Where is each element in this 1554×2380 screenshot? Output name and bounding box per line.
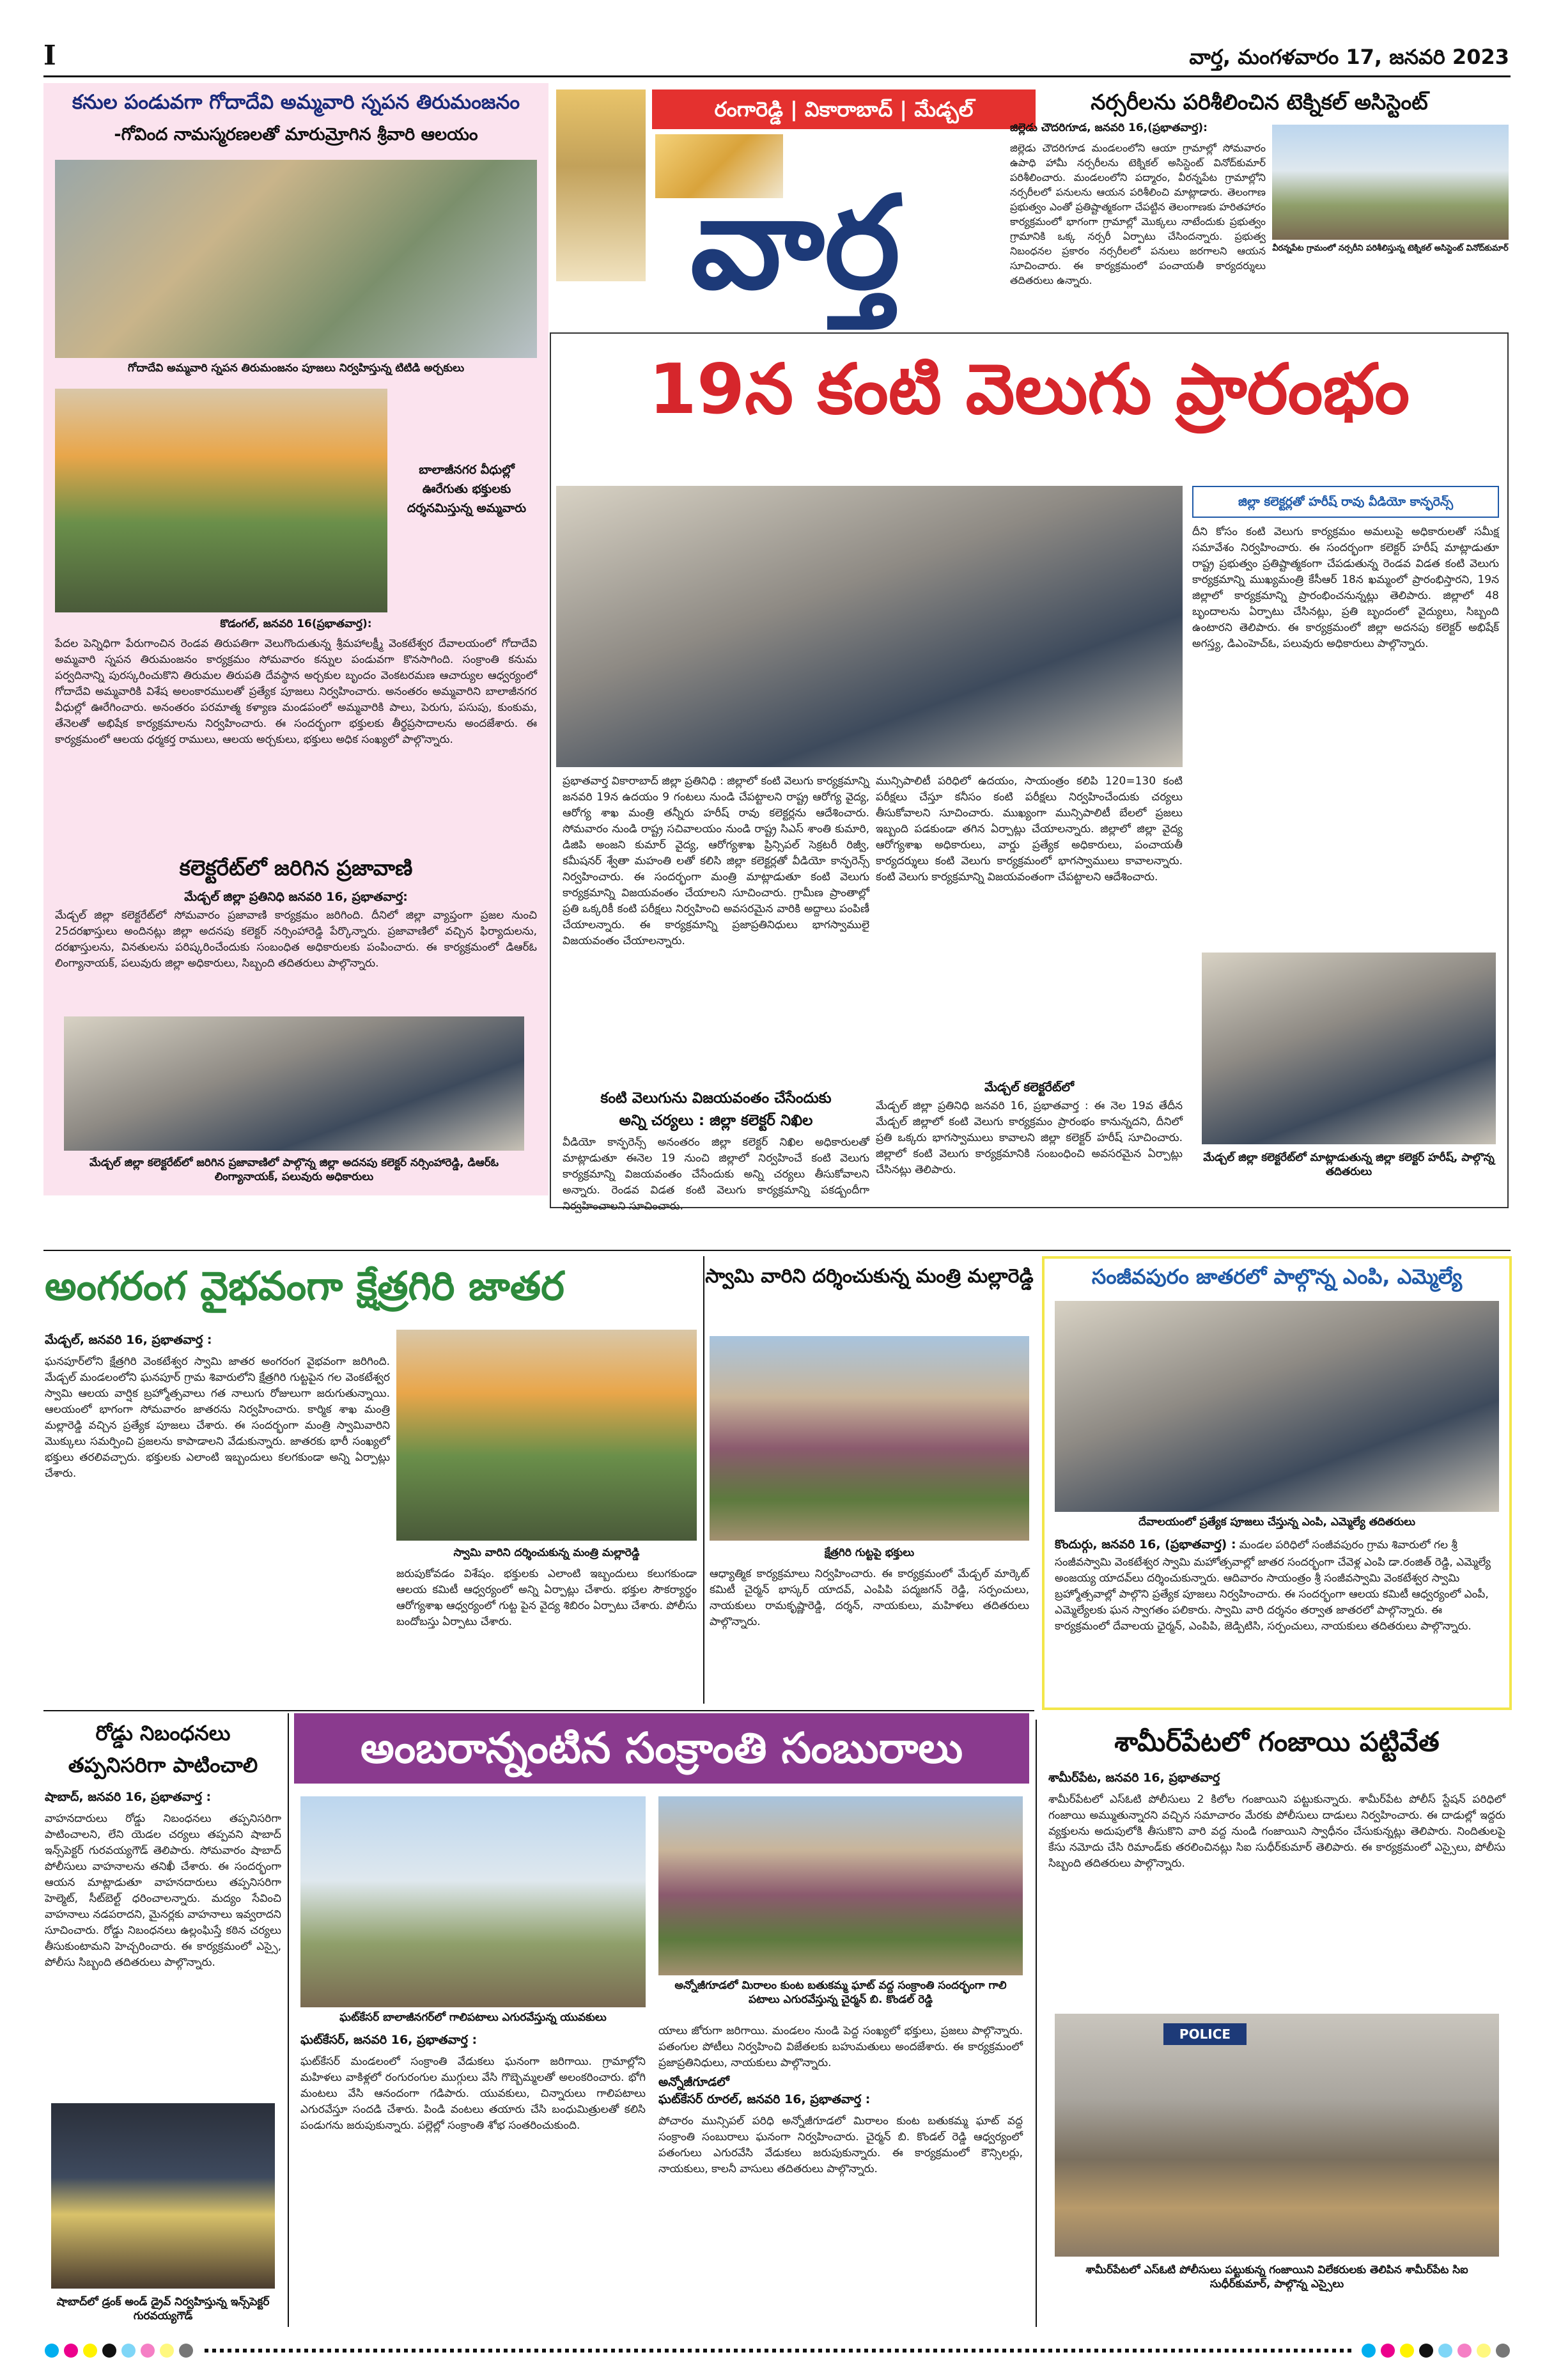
- kanti-photo-medchal: [1202, 953, 1496, 1144]
- jatara-headline: అంగరంగ వైభవంగా క్షేత్రగిరి జాతర: [45, 1263, 564, 1309]
- ganja-photo-caption: శామీర్‌పేటలో ఎస్‌ఓటి పోలీసులు పట్టుకున్న గంజాయిని విలేకరులకు తెలిపిన శామీర్‌పేట సిఐ సుధీర్‌కుమార్, పాల్గొన్న ఎస్సైలు: [1085, 2264, 1468, 2291]
- sankranti-dateline-2: ఘట్‌కేసర్ రూరల్, జనవరి 16, ప్రభాతవార్త :: [658, 2092, 871, 2106]
- sankranti-body: ఘట్‌కేసర్ మండలంలో సంక్రాంతి వేడుకలు ఘనంగా జరిగాయి. గ్రామాల్లోని మహిళలు వాకిళ్లలో రంగురంగుల ముగ్గులు వేసి గొబ్బెమ్మలతో అలంకరించారు. భోగి మంటలు వేసి ఆనందంగా గడిపారు. యువకులు, చిన్నారులు గాలిపటాలు ఎగురవేస్తూ సందడి చేశారు. పిండి వంటలు తయారు చేసి బంధుమిత్రులతో కలిసి పండుగను జరుపుకున్నారు. పల్లెల్లో సంక్రాంతి శోభ సంతరించుకుంది.: [300, 2055, 646, 2132]
- goddess-dateline: కొడంగల్, జనవరి 16(ప్రభాతవార్త):: [220, 618, 372, 630]
- masthead-logo: వార్త: [690, 167, 901, 318]
- goddess-photo-2-side-caption: బాలాజీనగర వీధుల్లో ఊరేగుతు భక్తులకు దర్శనమిస్తున్న అమ్మవారు: [407, 463, 527, 515]
- kanti-col2b: మేడ్చల్ జిల్లా ప్రతినిధి జనవరి 16, ప్రభాతవార్త : ఈ నెల 19వ తేదీన మేడ్చల్ జిల్లాలో కంటి వెలుగు కార్యక్రమం ప్రారంభం కానున్నదని, దీనిలో ప్రతి ఒక్కరు భాగస్వాములు కావాలని జిల్లా కలెక్టర్ హరీష్ సూచించారు. జిల్లాలో కంటి వెలుగు కార్యక్రమానికి సంబంధించి అవసరమైన ఏర్పాట్లు చేసినట్లు తెలిపారు.: [876, 1100, 1183, 1176]
- nursery-headline: నర్సరీలను పరిశీలించిన టెక్నికల్ అసిస్టెంట్: [1091, 89, 1428, 114]
- nursery-dateline: జిల్లెడు చౌదరిగూడ, జనవరి 16,(ప్రభాతవార్త):: [1010, 121, 1208, 134]
- kanti-kicker: జిల్లా కలెక్టర్లతో హరీష్ రావు వీడియో కాన్ఫరెన్స్: [1192, 486, 1499, 518]
- jatara-text-column: [45, 1333, 390, 1704]
- page-marker: I: [43, 40, 56, 71]
- jatara-body: ఘనపూర్‌లోని క్షేత్రగిరి వెంకటేశ్వర స్వామి జాతర అంగరంగ వైభవంగా జరిగింది. మేడ్చల్ మండలంలోని ఘనపూర్ గ్రామ శివారులోని క్షేత్రగిరి గుట్టపైన గల వెంకటేశ్వర స్వామి ఆలయ వార్షిక బ్రహ్మోత్సవాలు గత నాలుగు రోజులుగా జరుగుతున్నాయి. ఆలయంలో భాగంగా సోమవారం జాతరను నిర్వహించారు. కార్మిక శాఖ మంత్రి మల్లారెడ్డి వచ్చిన ప్రత్యేక పూజలు చేశారు. ఈ సందర్భంగా మంత్రి స్వామివారిని మొక్కులు సమర్పించి ప్రజలను కాపాడాలని వేడుకున్నారు. జాతరకు భారీ సంఖ్యలో భక్తులు తరలివచ్చారు. భక్తులకు ఎలాంటి ఇబ్బందులు కలగకుండా అన్ని ఏర్పాట్లు చేశారు.: [45, 1355, 390, 1480]
- ganja-dateline: శామీర్‌పేట, జనవరి 16, ప్రభాతవార్త: [1048, 1771, 1220, 1785]
- kanti-col1: ప్రభాతవార్త వికారాబాద్ జిల్లా ప్రతినిధి : జిల్లాలో కంటి వెలుగు కార్యక్రమాన్ని జనవరి 19న ఉదయం 9 గంటలు నుండి చేపట్టాలని రాష్ట్ర ఆరోగ్య వైద్య, ఆరోగ్య శాఖ మంత్రి తన్నీరు హరీష్ రావు కలెక్టర్లను ఆదేశించారు. సోమవారం నుండి రాష్ట్ర సచివాలయం నుండి రాష్ట్ర సిఎస్ శాంతి కుమారి, డిజిపి అంజని కుమార్ వైద్య, ఆరోగ్యశాఖ ప్రిన్సిపల్ సెక్రటరీ రిజ్వీ, కమీషనర్ శ్వేతా మహంతి లతో కలిసి జిల్లా కలెక్టర్లతో వీడియో కాన్ఫరెన్స్ నిర్వహించారు. ఈ సందర్భంగా మంత్రి మాట్లాడుతూ కంటి వెలుగు కార్యక్రమాన్ని విజయవంతం చేయాలని సూచించారు. గ్రామీణ ప్రాంతాల్లో ప్రతి ఒక్కరికీ కంటి పరీక్షలు నిర్వహించి అవసరమైన వారికి అద్దాలు పంపిణీ చేయాలన్నారు. ఈ కార్యక్రమాన్ని ప్రజాప్రతినిధులు భాగస్వాములై విజయవంతం చేయాలన్నారు.: [563, 775, 869, 947]
- sankranti-headline: అంబరాన్నంటిన సంక్రాంతి సంబురాలు: [360, 1723, 963, 1773]
- police-sign: POLICE: [1163, 2023, 1247, 2045]
- jatara-photo: [396, 1330, 697, 1541]
- goddess-photo-1-caption: గోదాదేవి అమ్మవారి స్నపన తిరుమంజనం పూజలు నిర్వహిస్తున్న టిటిడి అర్చకులు: [127, 362, 465, 375]
- column-rule-ganja: [1036, 1720, 1037, 2327]
- masthead-date: వార్త, మంగళవారం 17, జనవరి 2023: [1189, 45, 1509, 69]
- column-rule-road: [288, 1713, 289, 2327]
- kanti-photo-caption: మేడ్చల్ జిల్లా కలెక్టరేట్‌లో మాట్లాడుతున్న జిల్లా కలెక్టర్ హరీష్, పాల్గొన్న తదితరులు: [1203, 1151, 1495, 1178]
- jatara-body-2: జరుపుకోవడం విశేషం. భక్తులకు ఎలాంటి ఇబ్బందులు కలుగకుండా ఆలయ కమిటీ ఆధ్వర్యంలో అన్ని ఏర్పాట్లు చేశారు. భక్తుల సౌకర్యార్థం ఆరోగ్యశాఖ ఆధ్వర్యంలో గుట్ట పైన వైద్య శిబిరం ఏర్పాటు చేశారు. పోలీసు బందోబస్తు ఏర్పాటు చేశారు.: [396, 1567, 697, 1628]
- ganja-photo: [1055, 2014, 1499, 2257]
- minister-photo-caption: క్షేత్రగిరి గుట్టపై భక్తులు: [824, 1546, 915, 1559]
- prajavani-photo-caption: మేడ్చల్ జిల్లా కలెక్టరేట్‌లో జరిగిన ప్రజావాణిలో పాల్గొన్న జిల్లా అదనపు కలెక్టర్ నర్సింహారెడ్డి, డిఆర్‌ఓ లింగ్యానాయక్, పలువురు అధికారులు: [89, 1156, 499, 1183]
- road-body: వాహనదారులు రోడ్డు నిబంధనలు తప్పనిసరిగా పాటించాలని, లేని యెడల చర్యలు తప్పవని షాబాద్ ఇన్స్‌పెక్టర్ గురవయ్యగౌడ్ తెలిపారు. సోమవారం షాబాద్ పోలీసులు వాహనాలను తనిఖీ చేశారు. ఈ సందర్భంగా ఆయన మాట్లాడుతూ వాహనదారులు తప్పనిసరిగా హెల్మెట్, సీట్‌బెల్ట్ ధరించాలన్నారు. మద్యం సేవించి వాహనాలు నడపరాదని, మైనర్లకు వాహనాలు ఇవ్వరాదని సూచించారు. రోడ్డు నిబంధనలు ఉల్లంఘిస్తే కఠిన చర్యలు తీసుకుంటామని హెచ్చరించారు. ఈ కార్యక్రమంలో ఎస్సై, పోలీసు సిబ్బంది తదితరులు పాల్గొన్నారు.: [45, 1812, 281, 1969]
- kanti-subheadline-1: కంటి వెలుగును విజయవంతం చేసేందుకు: [600, 1090, 832, 1107]
- sanjeevapuram-photo: [1055, 1301, 1499, 1512]
- goddess-headline: కనుల పండువగా గోదాదేవి అమ్మవారి స్నపన తిరుమంజనం: [72, 91, 520, 114]
- prajavani-photo: [64, 1016, 524, 1151]
- sankranti-body-3: పోచారం మున్సిపల్ పరిధి అన్నోజీగూడలో మిరాలం కుంట బతుకమ్మ ఘాట్ వద్ద సంక్రాంతి సంబురాలు ఘనంగా నిర్వహించారు. చైర్మన్ బి. కొండల్ రెడ్డి ఆధ్వర్యంలో పతంగులు ఎగురవేసి వేడుకలు జరుపుకున్నారు. ఈ కార్యక్రమంలో కౌన్సిలర్లు, నాయకులు, కాలనీ వాసులు తదితరులు పాల్గొన్నారు.: [658, 2115, 1023, 2175]
- prajavani-dateline: మేడ్చల్ జిల్లా ప్రతినిధి జనవరి 16, ప్రభాతవార్త:: [184, 890, 408, 904]
- goddess-photo-2: [55, 389, 387, 612]
- nursery-photo: [1272, 125, 1509, 240]
- temple-gopuram-image: [556, 89, 646, 281]
- sankranti-photo-2-caption: అన్నోజీగూడలో మిరాలం కుంట బతుకమ్మ ఘాట్ వద్ద సంక్రాంతి సందర్భంగా గాలి పటాలు ఎగురవేస్తున్న చైర్మన్ బి. కొండల్ రెడ్డి: [674, 1979, 1007, 2006]
- header-rule: [43, 75, 1511, 77]
- kanti-col1b: వీడియో కాన్ఫరెన్స్ అనంతరం జిల్లా కలెక్టర్ నిఖిల అధికారులతో మాట్లాడుతూ ఈనెల 19 నుంచి జిల్లాలో నిర్వహించే కంటి వెలుగు కార్యక్రమాన్ని విజయవంతం చేసేందుకు అన్ని చర్యలు తీసుకోవాలని అన్నారు. రెండవ విడత కంటి వెలుగు కార్యక్రమాన్ని పకడ్బందీగా నిర్వహించాలని సూచించారు.: [563, 1136, 869, 1213]
- minister-photo: [710, 1336, 1029, 1541]
- kanti-photo-videoconf: [556, 486, 1183, 767]
- road-photo: [51, 2103, 275, 2289]
- road-dateline: షాబాద్, జనవరి 16, ప్రభాతవార్త :: [45, 1790, 212, 1804]
- column-rule-minister: [703, 1256, 704, 1704]
- sanjeevapuram-dateline: కొందుర్గు, జనవరి 16, (ప్రభాతవార్త) :: [1055, 1537, 1236, 1552]
- print-registration-strip: [0, 2340, 1554, 2365]
- ganja-headline: శామీర్‌పేటలో గంజాయి పట్టివేత: [1114, 1726, 1440, 1757]
- road-headline-line1: రోడ్డు నిబంధనలు: [95, 1721, 231, 1745]
- sankranti-text-column-1: [300, 2033, 646, 2327]
- kanti-col2: మున్సిపాలిటీ పరిధిలో ఉదయం, సాయంత్రం కలిపి 120=130 కంటి పరీక్షలు చేస్తూ కనీసం కంటి పరీక్షలు నిర్వహించేందుకు చర్యలు తీసుకోవాలని సూచించారు. ముఖ్యంగా మున్సిపాలిటీ బేలలో ప్రజలు ఇబ్బంది పడకుండా తగిన ఏర్పాట్లు చేయాలన్నారు. జిల్లాలో జిల్లా వైద్య ఆరోగ్యశాఖ అధికారులు, వార్డు ప్రత్యేక అధికారులు, పంచాయతీ కార్యదర్శులు కంటి వెలుగు కార్యక్రమంలో భాగస్వాములు కావాలన్నారు. కంటి వెలుగు కార్యక్రమాన్ని విజయవంతంగా చేపట్టాలని ఆదేశించారు.: [876, 775, 1183, 883]
- goddess-photo-1: [55, 160, 537, 358]
- sanjeevapuram-body: మండల పరిధిలో సంజీవపురం గ్రామ శివారులో గల శ్రీ సంజీవస్వామి వెంకటేశ్వర స్వామి మహోత్సవాల్లో జాతర సందర్భంగా చేవెళ్ల ఎంపి డా.రంజిత్ రెడ్డి, ఎమ్మెల్యే అంజయ్య యాదవ్‌లు దర్శించుకున్నారు. ఆదివారం సాయంత్రం శ్రీ సంజీవస్వామి వెంకటేశ్వర స్వామి బ్రహ్మోత్సవాల్లో పాల్గొని ప్రత్యేక పూజలు నిర్వహించారు. ఈ సందర్భంగా ఆలయ కమిటీ ఆధ్వర్యంలో ఎంపీ, ఎమ్మెల్యేలకు ఘన స్వాగతం పలికారు. స్వామి వారి దర్శనం తర్వాత జాతరలో పాల్గొన్నారు. ఈ కార్యక్రమంలో దేవాలయ ఛైర్మన్, ఎంపిపి, జెడ్పిటిసి, సర్పంచులు, నాయకులు తదితరులు పాల్గొన్నారు.: [1055, 1539, 1491, 1633]
- district-banner: రంగారెడ్డి | వికారాబాద్ | మేడ్చల్: [652, 89, 1036, 129]
- goddess-body: పేదల పెన్నిధిగా పేరుగాంచిన రెండవ తిరుపతిగా వెలుగొందుతున్న శ్రీమహాలక్ష్మీ వెంకటేశ్వర దేవాలయంలో గోదాదేవి అమ్మవారి స్నపన తిరుమంజనం కార్యక్రమం సోమవారం కన్నుల పండువగా కొనసాగింది. సంక్రాంతి కనుమ పర్వదినాన్ని పురస్కరించుకొని తిరుమల తిరుపతి దేవస్థాన అర్చకుల బృందం వెంకటరమణ ఆచార్యుల ఆధ్వర్యంలో గోదాదేవి అమ్మవారికి విశేష అలంకారములతో ప్రత్యేక పూజలు నిర్వహించారు. అనంతరం అమ్మవారిని బాలాజీనగర వీధుల్లో ఊరేగించారు. అనంతరం పరమాత్మ కళ్యాణ మండపంలో అమ్మవారికి పాలు, పెరుగు, పసుపు, కుంకుమ, తేనెలతో అభిషేక కార్యక్రమాలను నిర్వహించారు. ఈ సందర్భంగా భక్తులకు తీర్థప్రసాదాలను అందజేశారు. ఈ కార్యక్రమంలో ఆలయ ధర్మకర్త రాములు, ఆలయ అర్చకులు, భక్తులు అధిక సంఖ్యలో పాల్గొన్నారు.: [55, 637, 537, 746]
- sankranti-dateline: ఘట్‌కేసర్, జనవరి 16, ప్రభాతవార్త :: [300, 2033, 478, 2047]
- minister-body: ఆధ్యాత్మిక కార్యక్రమాలు నిర్వహించారు. ఈ కార్యక్రమంలో మేడ్చల్ మార్కెట్ కమిటీ చైర్మన్ భాస్కర్ యాదవ్, ఎంపిపి పద్మజగన్ రెడ్డి, సర్పంచులు, నాయకులు రామకృష్ణారెడ్డి, దర్శన్, నాయకులు, మహిళలు తదితరులు పాల్గొన్నారు.: [710, 1567, 1029, 1628]
- sankranti-photo-1-caption: ఘట్‌కేసర్ బాలాజీనగర్‌లో గాలిపటాలు ఎగురవేస్తున్న యువకులు: [339, 2011, 607, 2024]
- minister-headline: స్వామి వారిని దర్శించుకున్న మంత్రి మల్లారెడ్డి: [705, 1265, 1034, 1287]
- road-headline-line2: తప్పనిసరిగా పాటించాలి: [68, 1753, 258, 1777]
- sankranti-photo-2: [658, 1796, 1023, 1975]
- section-rule-lower: [43, 1710, 1034, 1711]
- kanti-col3: దీని కోసం కంటి వెలుగు కార్యక్రమం అమలుపై అధికారులతో సమీక్ష సమావేశం నిర్వహించారు. ఈ సందర్భంగా కలెక్టర్ హరీష్ మాట్లాడుతూ రాష్ట్ర ప్రభుత్వం ప్రతిష్టాత్మకంగా చేపడుతున్న రెండవ విడత కంటి వెలుగు కార్యక్రమాన్ని ముఖ్యమంత్రి కేసీఆర్ 18న ఖమ్మంలో ప్రారంభిస్తారని, 19న జిల్లాలో కార్యక్రమాన్ని ప్రారంభించనున్నట్లు తెలిపారు. జిల్లాలో 48 బృందాలను ఏర్పాటు చేసినట్లు, ప్రతి బృందంలో వైద్యులు, సిబ్బంది ఉంటారని తెలిపారు. ఈ కార్యక్రమంలో జిల్లా అదనపు కలెక్టర్ అభిషేక్ అగస్త్య, డిఎంహెచ్‌ఓ, పలువురు అధికారులు పాల్గొన్నారు.: [1192, 525, 1499, 650]
- jatara-dateline: మేడ్చల్, జనవరి 16, ప్రభాతవార్త :: [45, 1333, 212, 1347]
- sankranti-body-2: యాలు జోరుగా జరిగాయి. మండలం నుండి పెద్ద సంఖ్యలో భక్తులు, ప్రజలు పాల్గొన్నారు. పతంగుల పోటీలు నిర్వహించి విజేతలకు బహుమతులు అందజేశారు. ఈ కార్యక్రమంలో ప్రజాప్రతినిధులు, నాయకులు పాల్గొన్నారు.: [658, 2025, 1023, 2069]
- section-rule-middle: [43, 1250, 1511, 1251]
- prajavani-headline: కలెక్టరేట్‌లో జరిగిన ప్రజావాణి: [179, 855, 413, 880]
- sanjeevapuram-text: [1055, 1537, 1499, 1707]
- sankranti-text-column-2: [658, 2023, 1023, 2330]
- jatara-photo-caption: స్వామి వారిని దర్శించుకున్న మంత్రి మల్లారెడ్డి: [453, 1546, 640, 1559]
- nursery-photo-caption: వీరన్నపేట గ్రామంలో నర్సరీని పరిశీలిస్తున్న టెక్నికల్ అసిస్టెంట్ వినోద్‌కుమార్: [1272, 244, 1509, 253]
- nursery-text-column: [1010, 121, 1266, 320]
- ganja-body: శామీర్‌పేటలో ఎస్‌ఓటి పోలీసులు 2 కిలోల గంజాయిని పట్టుకున్నారు. శామీర్‌పేట పోలీస్ స్టేషన్ పరిధిలో గంజాయి అమ్ముతున్నారని వచ్చిన సమాచారం మేరకు పోలీసులు దాడులు నిర్వహించారు. ఈ దాడుల్లో ఇద్దరు వ్యక్తులను అదుపులోకి తీసుకొని వారి వద్ద నుండి గంజాయిని స్వాధీనం చేసుకున్నట్లు తెలిపారు. నిందితులపై కేసు నమోదు చేసి రిమాండ్‌కు తరలించినట్లు సిఐ సుధీర్‌కుమార్ తెలిపారు. ఈ కార్యక్రమంలో ఎస్సైలు, పోలీసు సిబ్బంది తదితరులు పాల్గొన్నారు.: [1048, 1793, 1505, 1870]
- sankranti-subhead: అన్నోజీగూడలో: [658, 2075, 729, 2089]
- kanti-medchal-head: మేడ్చల్ కలెక్టరేట్‌లో: [984, 1080, 1075, 1094]
- goddess-subhead: -గోవింద నామస్మరణలతో మారుమ్రోగిన శ్రీవారి ఆలయం: [114, 125, 478, 144]
- kanti-subheadline-2: అన్ని చర్యలు : జిల్లా కలెక్టర్ నిఖిల: [619, 1112, 813, 1129]
- sanjeevapuram-headline: సంజీవపురం జాతరలో పాల్గొన్న ఎంపి, ఎమ్మెల్యే: [1091, 1264, 1463, 1289]
- ganja-text-column: [1048, 1771, 1505, 2007]
- nursery-body: జిల్లెడు చౌదరిగూడ మండలంలోని ఆయా గ్రామాల్లో సోమవారం ఉపాధి హామీ నర్సరీలను టెక్నికల్ అసిస్టెంట్ వినోద్‌కుమార్ పరిశీలించారు. మండలంలోని పద్మారం, వీరన్నపేట గ్రామాల్లోని నర్సరీలలో పనులను ఆయన పరిశీలించి మాట్లాడారు. తెలంగాణ ప్రభుత్వం ఎంతో ప్రతిష్టాత్మకంగా చేపట్టిన తెలంగాణకు హరితహారం కార్యక్రమంలో భాగంగా గ్రామాల్లో మొక్కలు నాటేందుకు ప్రభుత్వం గ్రామానికి ఒక్క నర్సరీ ఏర్పాటు చేసిందన్నారు. ప్రభుత్వ నిబంధనల ప్రకారం నర్సరీలలో పనులు జరగాలని ఆయన సూచించారు. ఈ కార్యక్రమంలో పంచాయతీ కార్యదర్శులు తదితరులు ఉన్నారు.: [1010, 142, 1266, 286]
- sankranti-photo-1: [300, 1796, 646, 2007]
- sanjeevapuram-photo-caption: దేవాలయంలో ప్రత్యేక పూజలు చేస్తున్న ఎంపి, ఎమ్మెల్యే తదితరులు: [1138, 1516, 1416, 1528]
- road-photo-caption: షాబాద్‌లో డ్రంక్ అండ్ డ్రైవ్ నిర్వహిస్తున్న ఇన్స్‌పెక్టర్ గురవయ్యగౌడ్: [56, 2296, 270, 2322]
- road-text-column: [45, 1790, 281, 2097]
- kanti-headline: 19న కంటి వెలుగు ప్రారంభం: [648, 350, 1410, 430]
- prajavani-body: మేడ్చల్ జిల్లా కలెక్టరేట్‌లో సోమవారం ప్రజావాణి కార్యక్రమం జరిగింది. దీనిలో జిల్లా వ్యాప్తంగా ప్రజల నుంచి 25దరఖాస్తులు అందినట్లు జిల్లా అదనపు కలెక్టర్ నర్సింహారెడ్డి పేర్కొన్నారు. ప్రజావాణిలో వచ్చిన ఫిర్యాదులను, దరఖాస్తులను, వినతులను పరిష్కరించేందుకు సంబంధిత అధికారులకు పంపించారు. ఈ కార్యక్రమంలో డిఆర్‌ఓ లింగ్యానాయక్, పలువురు జిల్లా అధికారులు, సిబ్బంది తదితరులు పాల్గొన్నారు.: [55, 909, 537, 970]
